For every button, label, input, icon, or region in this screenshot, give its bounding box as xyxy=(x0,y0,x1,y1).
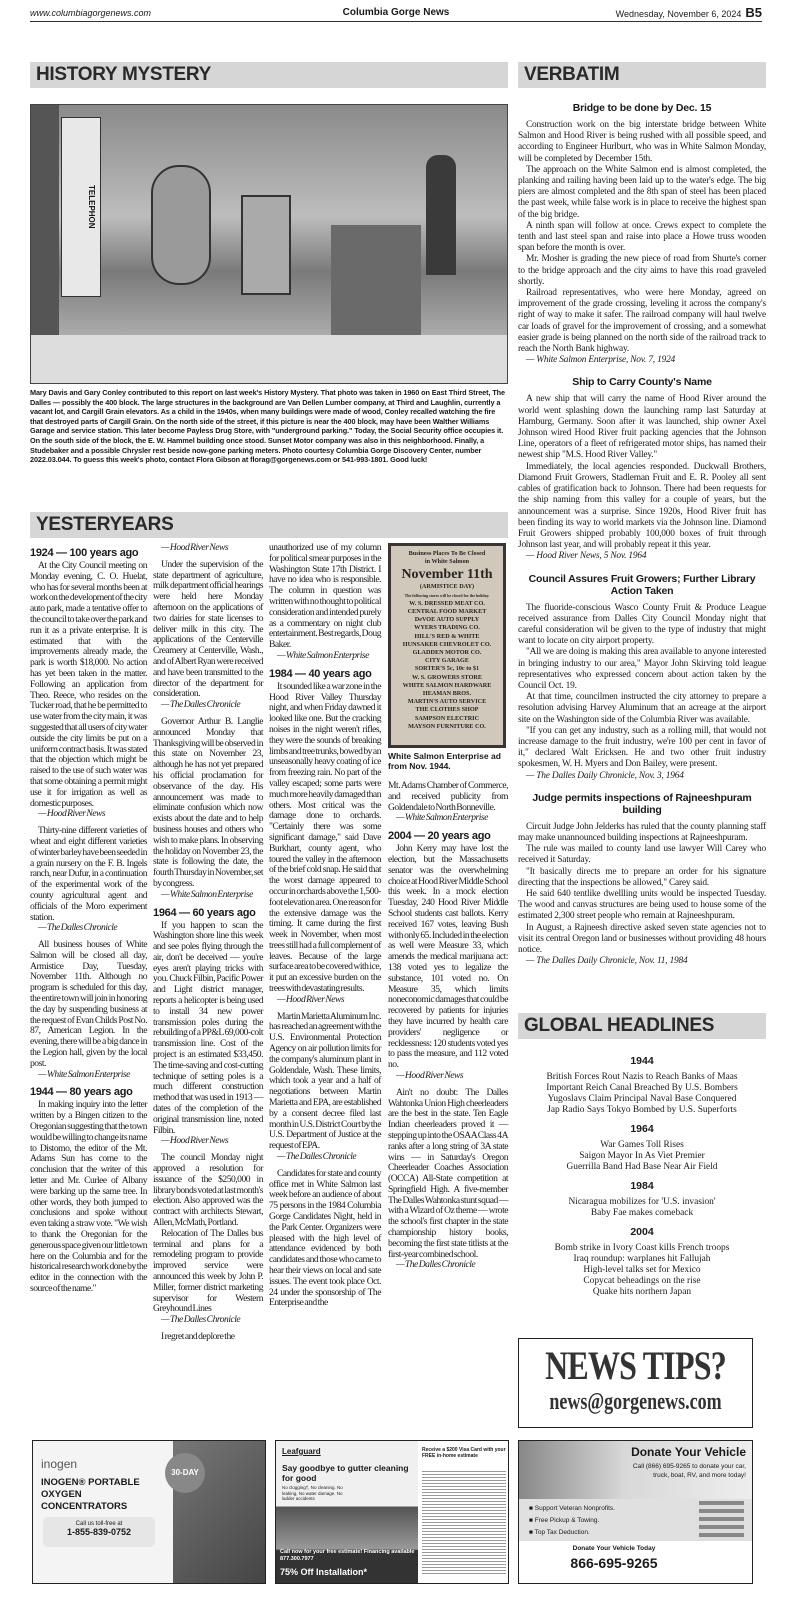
article-paragraph: The council Monday night approved a resolution for issuance of the $250,000 in library bonds voted at last month's election. Also approved was the contract with architects Stewart, Allen, McMath, Portland. xyxy=(153,1152,263,1229)
ad-line: in White Salmon xyxy=(424,558,470,566)
leafguard-ad[interactable] xyxy=(275,1440,509,1584)
headline-item: Quake hits northern Japan xyxy=(592,1287,692,1297)
ad-line: (ARMISTICE DAY) xyxy=(419,583,475,591)
source-credit: — Hood River News xyxy=(161,542,229,553)
article-paragraph: In August, a Rajneesh directive asked seven state agencies not to visit its central Oregon land or businesses without providing 48 hours notice. xyxy=(518,922,766,955)
issue-date: Wednesday, November 6, 2024 xyxy=(615,9,742,19)
article-paragraph: At that time, councilmen instructed the city attorney to prepare a resolution advising Harvey Aluminum that an acreage at the airport site on the Washington side of the Columbia River was available. xyxy=(518,692,766,725)
headline-year: 1944 xyxy=(630,1055,654,1067)
yesteryears-column-3 xyxy=(269,543,381,1309)
article-paragraph: "It basically directs me to prepare an order for his signature directing that the inspections be allowed," Carey said. xyxy=(518,866,766,888)
vehicle-title: Donate Your Vehicle xyxy=(631,1445,746,1459)
yesteryears-column-2 xyxy=(153,543,263,1343)
headline-item: Iraq roundup: warplanes hit Fallujah xyxy=(573,1254,711,1264)
vehicle-call[interactable]: Call (866) 695-9265 to donate your car, truck, boat, RV, and more today! xyxy=(632,1463,746,1479)
yesteryears-column-1 xyxy=(30,543,147,1295)
article-paragraph: Mr. Mosher is grading the new piece of road from Shurte's corner to the bridge approach and the city aims to have this road graveled shortly. xyxy=(518,254,766,287)
headline-item: Nicaragua mobilizes for 'U.S. invasion' xyxy=(568,1197,716,1207)
source-credit: — Hood River News xyxy=(161,1135,229,1147)
source-credit: — White Salmon Enterprise xyxy=(277,649,369,661)
leafguard-offer: Receive a $200 Visa Card with your FREE in-home estimate xyxy=(422,1447,506,1459)
page-header xyxy=(30,4,762,22)
source-credit: — Hood River News, 5 Nov. 1964 xyxy=(526,551,647,562)
photo-ground xyxy=(31,335,508,384)
global-headlines-banner: GLOBAL HEADLINES xyxy=(518,1013,766,1039)
leafguard-cta[interactable]: Call now for your free estimate! Financing available 877.300.7977 xyxy=(280,1549,415,1562)
trial-badge: 30-DAY xyxy=(165,1453,205,1493)
ad-line: HEAMAN BROS. xyxy=(422,690,472,698)
verbatim-banner: VERBATIM xyxy=(518,62,766,88)
ad-line: DeVOE AUTO SUPPLY xyxy=(414,616,480,624)
headline-item: Copycat beheadings on the rise xyxy=(583,1276,701,1286)
headline-year: 1964 xyxy=(630,1123,654,1135)
headline-item: Important Reich Canal Breached By U.S. Bombers xyxy=(546,1083,738,1093)
ad-line: MAYSON FURNITURE CO. xyxy=(408,722,486,730)
headline-item: British Forces Rout Nazis to Reach Banks of Maas xyxy=(546,1072,738,1082)
issue-date-group xyxy=(616,5,762,20)
history-mystery-photo xyxy=(30,104,508,384)
headline-item: Jap Radio Says Tokyo Bombed by U.S. Superforts xyxy=(547,1105,737,1115)
telephone-sign: TELEPHON xyxy=(61,117,101,297)
source-credit: — The Dalles Chronicle xyxy=(277,1151,357,1163)
source-credit: — Hood River News xyxy=(277,993,345,1005)
vehicle-bullets xyxy=(529,1503,615,1539)
headline-year: 2004 xyxy=(630,1226,654,1238)
photo-tank xyxy=(151,165,211,285)
inogen-logo: inogen xyxy=(41,1457,78,1471)
source-credit: — The Dalles Chronicle xyxy=(38,922,118,934)
source-credit: — White Salmon Enterprise xyxy=(161,888,253,900)
news-tips-box[interactable] xyxy=(518,1338,753,1428)
ad-line: WHITE SALMON HARDWARE xyxy=(402,681,492,689)
section-heading: 1984 — 40 years ago xyxy=(269,667,372,680)
article-paragraph: Candidates for state and county office met in White Salmon last week before an audience of about 75 persons in the 1984 Columbia Gorge Candidates Night, held in the Park Center. Organizers were pleased with the high level of attendance evidenced by both candidates and those who came to hear their views on local and sate issues. The event took place Oct. 24 under the sponsorship of The Enterprise and the xyxy=(269,1167,381,1309)
headline-item: Guerrilla Band Had Base Near Air Field xyxy=(566,1162,718,1172)
armistice-day-ad-image xyxy=(388,543,506,748)
source-credit: — Hood River News xyxy=(396,1069,464,1081)
article-title: Ship to Carry County's Name xyxy=(572,376,712,389)
article-paragraph: Construction work on the big interstate bridge between White Salmon and Hood River is being rushed with all possible speed, and according to Engineer Hurlburt, who was in White Salmon Monday, will be completed by December 15th. xyxy=(518,120,766,164)
vehicle-bullet: ■ Free Pickup & Towing. xyxy=(529,1517,600,1524)
ad-line: CENTRAL FOOD MARKET xyxy=(407,608,487,616)
article-paragraph: If you happen to scan the Washington shore line this week and see poles flying through the air, don't be deceived — you're eyes aren't playing tricks with you. Chuck Filbin, Pacific Power and Light district manager, reports a helicopter is being used to install 34 new power transmission poles during the rebuilding of a PP&L 69,000-colt transmission line. Cost of the project is an estimated $33,450. The time-saving and cost-cutting technique of setting poles is a much different construction method that was used in 1913 — dates of the completion of the original transmission line, noted Filbin. xyxy=(153,919,263,1136)
ad-image-caption: White Salmon Enterprise ad from Nov. 1944. xyxy=(388,751,501,771)
inogen-call-box[interactable] xyxy=(43,1517,155,1547)
ad-line: MARTIN'S AUTO SERVICE xyxy=(407,698,487,706)
headline-item: War Games Toll Rises xyxy=(600,1140,684,1150)
site-url[interactable]: www.columbiagorgenews.com xyxy=(30,7,152,18)
section-heading: 1924 — 100 years ago xyxy=(30,547,139,559)
article-paragraph: A new ship that will carry the name of Hood River around the world went splashing down the launching ramp last Saturday at Hamburg, Germany. Soon after it was launched, ship owner Axel Johnson wired Hood River fruit packing agencies that the Johnson Line, operators of a fleet of refrigerated motor ships, has named their newest ship "M.S. Hood River Valley." xyxy=(518,394,766,461)
inogen-phone[interactable]: 1-855-839-0752 xyxy=(66,1527,132,1537)
article-paragraph: In making inquiry into the letter written by a Bingen citizen to the Oregonian suggesting that the town would be willing to change its name to Distomo, the editor of the Mt. Adams Sun has come to the conclusion that the writer of this letter and Mr. Curlee of Albany were barking up the same tree. In other words, they both jumped to conclusions and spoke without even taking a straw vote. "We wish to thank the Oregonian for the generous space given our little town here on the Columbia and for the historical research work done by the editor in the connection with the source of the name." xyxy=(30,1099,147,1294)
source-credit: — The Dalles Chronicle xyxy=(161,1314,241,1326)
source-credit: — Hood River News xyxy=(38,808,106,820)
global-headlines-list xyxy=(518,1048,766,1298)
article-paragraph: The approach on the White Salmon end is almost completed, the planking and railing having been laid up to the water's edge. The big piers are almost completed and the 8th span of steel has been placed the past week, while false work is in place to receive the highest span of the big bridge. xyxy=(518,164,766,220)
section-heading: 1964 — 60 years ago xyxy=(153,906,256,919)
article-paragraph: Railroad representatives, who were here Monday, agreed on improvement of the grade crossing, leveling it across the company's right of way to make it safer. The railroad company will haul twelve car loads of gravel for the improvement of crossing, and a somewhat easier grade is being planned on the north side of the railroad track to reach the North Bank highway. xyxy=(518,288,766,355)
headline-item: Yugoslavs Claim Principal Naval Base Conquered xyxy=(547,1094,737,1104)
section-heading: 2004 — 20 years ago xyxy=(388,830,491,843)
yesteryears-column-4 xyxy=(388,543,508,1277)
ad-line: HUNSAKER CHEVROLET CO. xyxy=(402,640,492,648)
ad-line: CITY GARAGE xyxy=(425,657,469,665)
headline-item: Saigon Mayor In As Viet Premier xyxy=(579,1151,705,1161)
ad-line: SORTER'S 5c, 10c to $1 xyxy=(414,665,480,673)
source-credit: — The Dalles Daily Chronicle, Nov. 11, 1984 xyxy=(526,956,688,967)
article-paragraph: Circuit Judge John Jelderks has ruled that the county planning staff may make unannounced building inspections at Rajneeshpuram. xyxy=(518,821,766,843)
leafguard-headline: Say goodbye to gutter cleaning for good xyxy=(282,1463,409,1483)
headline-item: Bomb strike in Ivory Coast kills French troops xyxy=(554,1243,730,1253)
paper-name: Columbia Gorge News xyxy=(342,7,450,18)
vehicle-today: Donate Your Vehicle Today xyxy=(572,1545,656,1552)
source-credit: — The Dalles Daily Chronicle, Nov. 3, 1964 xyxy=(526,770,684,781)
page-number: B5 xyxy=(745,5,762,20)
history-mystery-banner: HISTORY MYSTERY xyxy=(30,62,508,88)
article-paragraph: Governor Arthur B. Langlie announced Monday that Thanksgiving will be observed in this state on November 23, although he has not yet prepared his official proclamation for observance of the day. His announcement was made to eliminate confusion which now exists about the date and to help business houses and others who wish to make plans. In observing the holiday on November 23, the state is following the date, the fourth Thursday in November, set by congress. xyxy=(153,715,263,889)
photo-machine xyxy=(241,195,291,295)
article-title: Bridge to be done by Dec. 15 xyxy=(572,102,712,114)
headline-item: Baby Fae makes comeback xyxy=(590,1208,694,1218)
ad-line: THE CLOTHES SHOP xyxy=(415,706,479,714)
article-paragraph: Thirty-nine different varieties of wheat and eight different varieties of winter barley have been seeded in a grain nursery on the F. B. Ingels ranch, near Dufur, in a continuation of the experimental work of the county agricultural agent and officials of the Moro experiment station. xyxy=(30,825,147,923)
source-credit: — The Dalles Chronicle xyxy=(396,1259,476,1271)
vehicle-bullet: ■ Top Tax Deduction. xyxy=(529,1529,590,1536)
source-credit: — The Dalles Chronicle xyxy=(161,699,241,711)
source-credit: — White Salmon Enterprise xyxy=(38,1068,130,1080)
yesteryears-banner: YESTERYEARS xyxy=(30,512,508,538)
source-credit: — White Salmon Enterprise xyxy=(396,812,488,824)
source-credit: — White Salmon Enterprise, Nov. 7, 1924 xyxy=(526,355,676,366)
history-mystery-caption: Mary Davis and Gary Conley contributed to this report on last week's History Mystery. That photo was taken in 1960 on East Third Street, The Dalles — possibly the 400 block. The large structures in the background are Van Dellen Lumber company, at Third and Laughlin, currently a vacant lot, and Cargill Grain elevators. As a child in the 1940s, when many buildings were made of wood, Conley recalled watching the fire that destroyed parts of Cargill Grain. On the north side of the street, if this picture is near the 400 block, may have been Walther Williams Garage and service station. This later become Payless Drug Store, with "underground parking." Today, the Social Security office occupies it. On the south side of the block, the E. W. Hammel building once stood. Sunset Motor company was also in this neighborhood. Finally, a Studebaker and a possible Chrysler rest beside now-gone parking meters. Photo courtesy Columbia Gorge Discovery Center, number 2022.03.044. To guess this week's photo, contact Flora Gibson at florag@gorgenews.com or 541-993-1801. Good luck! xyxy=(30,388,505,465)
photo-equipment xyxy=(331,225,421,335)
article-title: Council Assures Fruit Growers; Further Library Action Taken xyxy=(528,572,756,597)
vehicle-phone[interactable]: 866-695-9265 xyxy=(570,1555,658,1571)
article-paragraph: unauthorized use of my column for political smear purposes in the Washington State 17th District. I have no idea who is responsible. The column in question was written with no thought to political consideration and intended purely as a commentary on night club entertainment. Best regards, Doug Baker. xyxy=(269,542,381,651)
article-paragraph: Under the supervision of the state department of agriculture, milk department official hearings were held here Monday afternoon on the applications of two dairies for state licenses to deliver milk in this city. The applications of the Centerville Creamery at Centerville, Wash., and of Albert Ryan were received and have been transmitted to the director of the department for consideration. xyxy=(153,558,263,700)
inogen-title: INOGEN® PORTABLE OXYGEN CONCENTRATORS xyxy=(41,1477,140,1512)
article-paragraph: Mt. Adams Chamber of Commerce, and received publicity from Goldendale to North Bonneville. xyxy=(388,780,508,813)
inogen-ad[interactable] xyxy=(32,1440,266,1584)
verbatim-articles xyxy=(518,92,766,973)
ad-line: SAMPSON ELECTRIC xyxy=(414,714,480,722)
article-paragraph: John Kerry may have lost the election, but the Massachusetts senator was the overwhelming choice at Hood River Middle School this week. In a mock election Tuesday, 240 Hood River Middle School students cast ballots. Kerry received 167 votes, leaving Bush with only 65. Included in the election as well were Measure 33, which amends the medical marijuana act: 138 voted yes to legalize the substance, 101 voted no. On Measure 35, which limits noneconomic damages that could be recovered by patients for injuries they have incurred by health care providers' negligence or recklessness: 120 students voted yes to pass the measure, and 112 voted no. xyxy=(388,843,508,1071)
photo-man xyxy=(426,155,456,275)
flag-soldier-image xyxy=(699,1501,744,1541)
article-paragraph: He said 640 tentlike dwellling units would be inspected Tuesday. The wood and canvas structures are being used to house some of the estimated 2,300 street people who remain at Rajneeshpuram. xyxy=(518,888,766,922)
donate-vehicle-ad[interactable] xyxy=(518,1440,753,1584)
section-heading: 1944 — 80 years ago xyxy=(30,1086,133,1099)
ad-line: HILL'S RED & WHITE xyxy=(414,632,480,640)
inogen-call-label: Call us toll-free at xyxy=(75,1521,123,1527)
article-paragraph: It sounded like a war zone in the Hood River Valley Thursday night, and when Friday dawned it looked like one. But the cracking noises in the night weren't rifles, they were the sounds of breaking limbs and tree trunks, bowed by an unseasonally heavy coating of ice from freezing rain. No part of the valley escaped; some parts were much more heavily damaged than others. Most critical was the damage done to orchards. "Certainly there was some significant damage," said Dave Burkhart, county agent, who toured the valley in the afternoon of the brief cold snap. He said that the worst damage appeared to occur in orchards above the 1,500-foot elevation area. One reason for the extensive damage was the timing. It came during the first week in November, when most trees still had a full complement of leaves. Because of the large surface area to be covered with ice, it put an excessive burden on the trees with devastating results. xyxy=(269,680,381,995)
leafguard-fine-print xyxy=(422,1471,506,1576)
leafguard-logo: Leafguard xyxy=(282,1447,321,1456)
article-paragraph: At the City Council meeting on Monday evening, C. O. Huelat, who has for several months been at work on the development of the city auto park, made a tentative offer to the council to take over the park and run it as a private enterprise. It is estimated that with the improvements already made, the park is worth $18,000. No action has yet been taken in the matter. Following an application from Theo. Reece, who resides on the Tucker road, that he be permitted to use water from the city main, it was suggested that all users of city water outside the city limits be put on a uniform contract basis. It was stated that the objection which might be raised to the use of such water was that some obtaining a permit might use it for irrigation as well as domestic purposes. xyxy=(30,560,147,809)
article-paragraph: A ninth span will follow at once. Crews expect to complete the tenth and last steel span and raise into place a Howe truss wooden span before the month is over. xyxy=(518,220,766,254)
ad-line: WYERS TRADING CO. xyxy=(414,624,480,632)
article-paragraph: All business houses of White Salmon will be closed all day, Armistice Day, Tuesday, November 11th. Although no program is scheduled for this day, the entire town will join in honoring the day by suspending business at the request of Evan Childs Post No. 87, American Legion. In the evening, there will be a big dance in the Legion hall, given by the local post. xyxy=(30,939,147,1069)
ad-line: W. S. DRESSED MEAT CO. xyxy=(409,599,485,607)
headline-year: 1984 xyxy=(630,1180,654,1192)
article-paragraph: Ain't no doubt: The Dalles Wahtonka Union High cheerleaders are the best in the state. Ten Eagle Indian cheerleaders proved it — stepping up into the OSAA Class 4A ranks after a long string of 3A state wins — in Saturday's Oregon Cheerleader Coaches Association (OCCA) All-State competition at Springfield High. A five-member The Dalles Wahtonka stunt squad — with a Wizard of Oz theme — wrote the school's first chapter in the state championship history books, becoming the first state titlists at the first-year combined school. xyxy=(388,1086,508,1260)
leafguard-bullets: No clogging†, No cleaning. No leaking, No water damage. No ladder accidents xyxy=(282,1485,343,1501)
article-paragraph: Martin Marietta Aluminum Inc. has reached an agreement with the U.S. Environmental Protection Agency on air pollution limits for the company's aluminum plant in Goldendale, Wash. These limits, which took a year and a half of negotiations between Martin Marietta and EPA, are established by a consent decree filed last month in U.S. District Court by the U.S. Department of Justice at the request of EPA. xyxy=(269,1010,381,1152)
news-tips-email[interactable]: news@gorgenews.com xyxy=(549,1389,722,1415)
article-paragraph: I regret and deplore the xyxy=(161,1330,235,1342)
ad-line: GLADDEN MOTOR CO. xyxy=(412,649,482,657)
vehicle-bullet: ■ Support Veteran Nonprofits. xyxy=(529,1505,615,1512)
ad-line: The following stores will be closed for the holiday. xyxy=(404,592,490,598)
article-paragraph: "All we are doing is making this area available to anyone interested in bringing industry to our area," Mayor John Skirving told league representatives who expressed concern about action taken by the Council Oct. 19. xyxy=(518,647,766,691)
article-paragraph: The fluoride-conscious Wasco County Fruit & Produce League received assurance from Dalles City Council Monday night that careful consideration wil be given to the type of industry that might want to locate on city airport property. xyxy=(518,602,766,647)
article-paragraph: The rule was mailed to county land use lawyer Will Carey who received it Saturday. xyxy=(518,844,766,866)
headline-item: High-level talks set for Mexico xyxy=(583,1265,701,1275)
ad-line: Business Places To Be Closed xyxy=(408,550,486,557)
article-paragraph: "If you can get any industry, such as a rolling mill, that would not increase damage to the fruit industry, we're 100 per cent in favor of it," declared Walt Ericksen. He and two other fruit industry spokesmen, W. H. Myers and Don Bailey, were present. xyxy=(518,725,766,770)
article-title: Judge permits inspections of Rajneeshpuram building xyxy=(532,791,752,816)
article-paragraph: Immediately, the local agencies responded. Duckwall Brothers, Diamond Fruit Growers, Stadleman Fruit and E. R. Pooley all sent cables of gratification back to Johnson. There had been requests for the ship naming from this valley for a couple of years, but the announcement was a surprise. Since 1920s, Hood River fruit has been finding its way to world markets via the Johnson line. Diamond Fruit Growers shipped probably 100,000 boxes of fruit through Johnson last year, and will probably repeat it this year. xyxy=(518,461,766,551)
leafguard-discount: 75% Off Installation* xyxy=(280,1567,368,1577)
ad-line: W. S. GROWERS STORE xyxy=(412,673,482,681)
ad-line: November 11th xyxy=(401,567,493,583)
article-paragraph: Relocation of The Dalles bus terminal and plans for a remodeling program to provide improved service were announced this week by John P. Miller, former district marketing supervisor for Western Greyhound Lines xyxy=(153,1227,263,1315)
news-tips-title: NEWS TIPS? xyxy=(545,1343,726,1388)
